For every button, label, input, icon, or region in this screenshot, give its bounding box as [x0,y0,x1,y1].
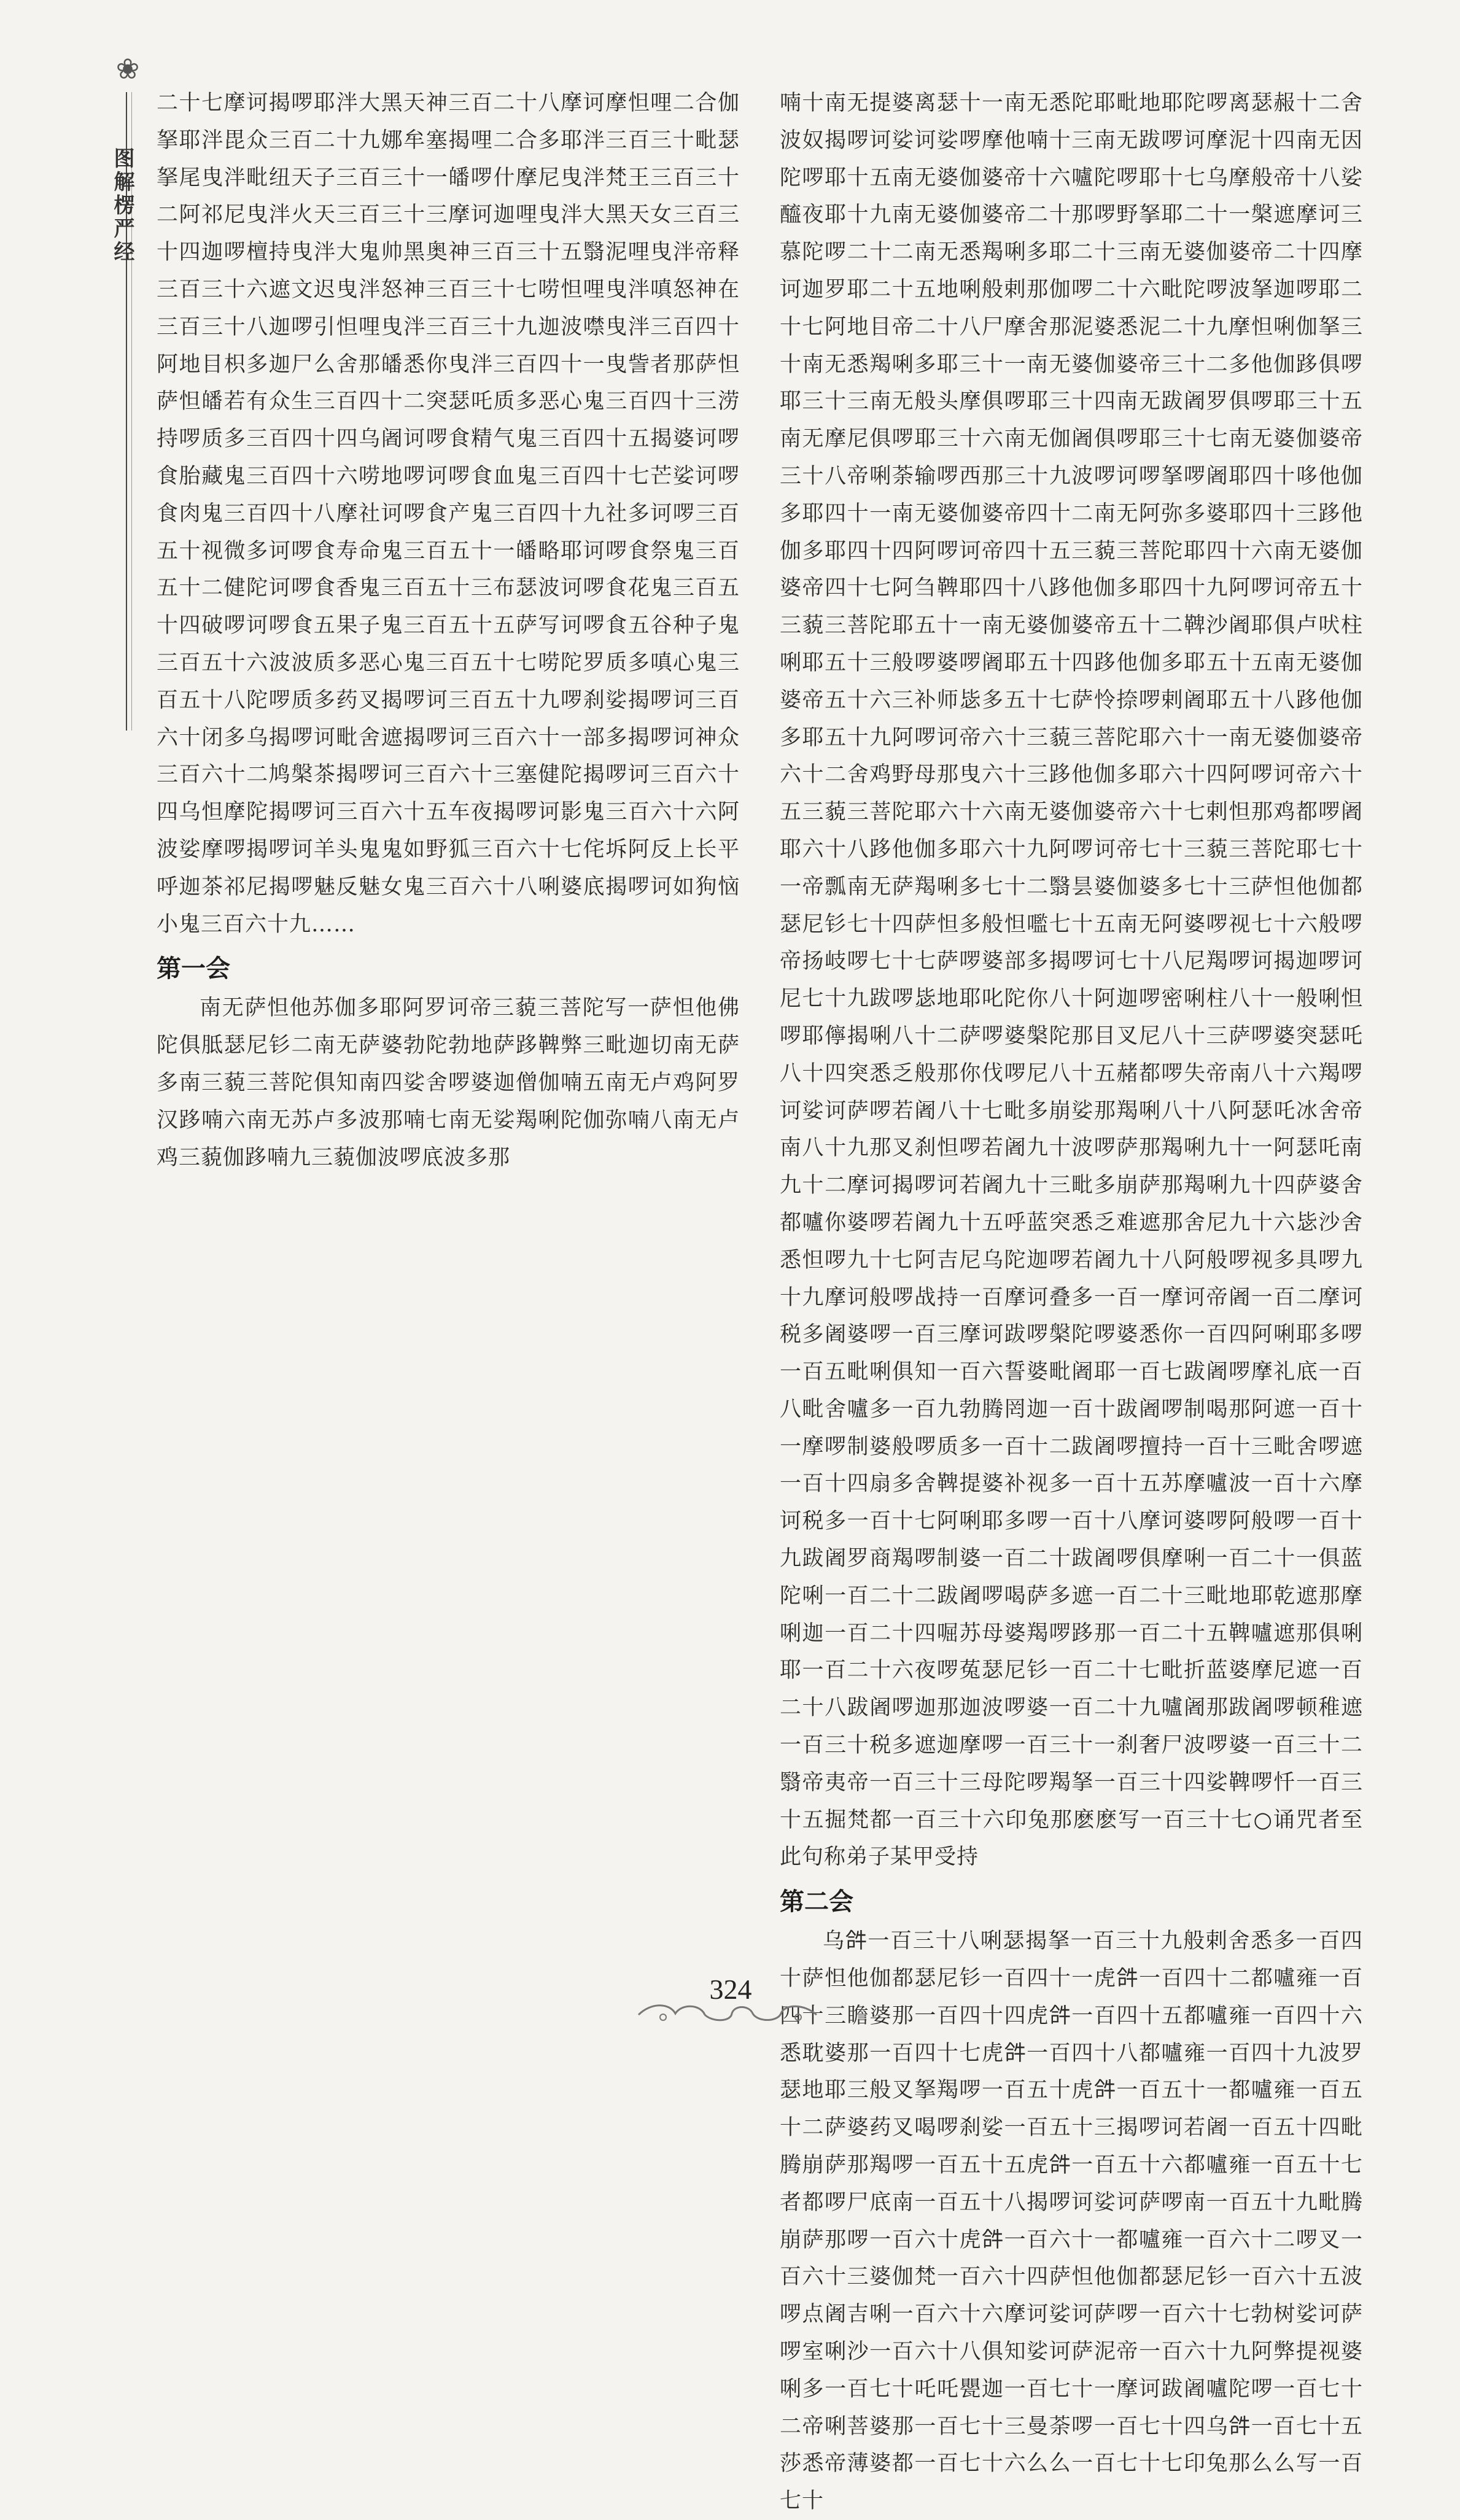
page-number: 324 [709,1974,752,2005]
left-text-column [157,85,740,1957]
left-paragraph: 二十七摩诃揭啰耶泮大黑天神三百二十八摩诃摩怛哩二合伽拏耶泮毘众三百二十九娜牟塞揭哩二合多耶泮三百三十毗瑟拏尾曳泮毗纽天子三百三十一皤啰什摩尼曳泮梵王三百三十二阿祁尼曳泮火天三百三十三摩诃迦哩曳泮大黑天女三百三十四迦啰檀持曳泮大鬼帅黑奥神三百三十五翳泥哩曳泮帝释三百三十六遮文迟曳泮怒神三百三十七唠怛哩曳泮嗔怒神在三百三十八迦啰引怛哩曳泮三百三十九迦波噤曳泮三百四十阿地目枳多迦尸么舍那皤悉你曳泮三百四十一曳訾者那萨怛萨怛皤若有众生三百四十二突瑟吒质多恶心鬼三百四十三涝持啰质多三百四十四乌阇诃啰食精气鬼三百四十五揭婆诃啰食胎藏鬼三百四十六唠地啰诃啰食血鬼三百四十七芒娑诃啰食肉鬼三百四十八摩社诃啰食产鬼三百四十九社多诃啰三百五十视微多诃啰食寿命鬼三百五十一皤略耶诃啰食祭鬼三百五十二健陀诃啰食香鬼三百五十三布瑟波诃啰食花鬼三百五十四破啰诃啰食五果子鬼三百五十五萨写诃啰食五谷种子鬼三百五十六波波质多恶心鬼三百五十七唠陀罗质多嗔心鬼三百五十八陀啰质多药叉揭啰诃三百五十九啰刹娑揭啰诃三百六十闭多乌揭啰诃毗舍遮揭啰诃三百六十一部多揭啰诃神众三百六十二鸠槃茶揭啰诃三百六十三塞健陀揭啰诃三百六十四乌怛摩陀揭啰诃三百六十五车夜揭啰诃影鬼三百六十六阿波娑摩啰揭啰诃羊头鬼鬼如野狐三百六十七侘坼阿反上长平呼迦茶祁尼揭啰魅反魅女鬼三百六十八唎婆底揭啰诃如狗恼小鬼三百六十九…… [157,91,740,937]
right-paragraph: 喃十南无提婆离瑟十一南无悉陀耶毗地耶陀啰离瑟赧十二舍波奴揭啰诃娑诃娑啰摩他喃十三南无跋啰诃摩泥十四南无因陀啰耶十五南无婆伽婆帝十六嚧陀啰耶十七乌摩般帝十八娑醯夜耶十九南无婆伽婆帝二十那啰野拏耶二十一槃遮摩诃三慕陀啰二十二南无悉羯唎多耶二十三南无婆伽婆帝二十四摩诃迦罗耶二十五地唎般剌那伽啰二十六毗陀啰波拏迦啰耶二十七阿地目帝二十八尸摩舍那泥婆悉泥二十九摩怛唎伽拏三十南无悉羯唎多耶三十一南无婆伽婆帝三十二多他伽跢俱啰耶三十三南无般头摩俱啰耶三十四南无跋阇罗俱啰耶三十五南无摩尼俱啰耶三十六南无伽阇俱啰耶三十七南无婆伽婆帝三十八帝唎荼输啰西那三十九波啰诃啰拏啰阇耶四十哆他伽多耶四十一南无婆伽婆帝四十二南无阿弥多婆耶四十三跢他伽多耶四十四阿啰诃帝四十五三藐三菩陀耶四十六南无婆伽婆帝四十七阿刍鞞耶四十八跢他伽多耶四十九阿啰诃帝五十三藐三菩陀耶五十一南无婆伽婆帝五十二鞞沙阇耶俱卢吠柱唎耶五十三般啰婆啰阇耶五十四跢他伽多耶五十五南无婆伽婆帝五十六三补师毖多五十七萨怜捺啰剌阇耶五十八跢他伽多耶五十九阿啰诃帝六十三藐三菩陀耶六十一南无婆伽婆帝六十二舍鸡野母那曳六十三跢他伽多耶六十四阿啰诃帝六十五三藐三菩陀耶六十六南无婆伽婆帝六十七剌怛那鸡都啰阇耶六十八跢他伽多耶六十九阿啰诃帝七十三藐三菩陀耶七十一帝瓢南无萨羯唎多七十二翳昙婆伽婆多七十三萨怛他伽都瑟尼钐七十四萨怛多般怛嚂七十五南无阿婆啰视七十六般啰帝扬岐啰七十七萨啰婆部多揭啰诃七十八尼羯啰诃揭迦啰诃尼七十九跋啰毖地耶叱陀你八十阿迦啰密唎柱八十一般唎怛啰耶儜揭唎八十二萨啰婆槃陀那目叉尼八十三萨啰婆突瑟吒八十四突悉乏般那你伐啰尼八十五赭都啰失帝南八十六羯啰诃娑诃萨啰若阇八十七毗多崩娑那羯唎八十八阿瑟吒冰舍帝南八十九那叉刹怛啰若阇九十波啰萨那羯唎九十一阿瑟吒南九十二摩诃揭啰诃若阇九十三毗多崩萨那羯唎九十四萨婆舍都嚧你婆啰若阇九十五呼蓝突悉乏难遮那舍尼九十六毖沙舍悉怛啰九十七阿吉尼乌陀迦啰若阇九十八阿般啰视多具啰九十九摩诃般啰战持一百摩诃叠多一百一摩诃帝阇一百二摩诃税多阇婆啰一百三摩诃跋啰槃陀啰婆悉你一百四阿唎耶多啰一百五毗唎俱知一百六誓婆毗阇耶一百七跋阇啰摩礼底一百八毗舍嚧多一百九勃腾罔迦一百十跋阇啰制喝那阿遮一百十一摩啰制婆般啰质多一百十二跋阇啰擅持一百十三毗舍啰遮一百十四扇多舍鞞提婆补视多一百十五苏摩嚧波一百十六摩诃税多一百十七阿唎耶多啰一百十八摩诃婆啰阿般啰一百十九跋阇罗商羯啰制婆一百二十跋阇啰俱摩唎一百二十一俱蓝陀唎一百二十二跋阇啰喝萨多遮一百二十三毗地耶乾遮那摩唎迦一百二十四啒苏母婆羯啰跢那一百二十五鞞嚧遮那俱唎耶一百二十六夜啰菟瑟尼钐一百二十七毗折蓝婆摩尼遮一百二十八跋阇啰迦那迦波啰婆一百二十九嚧阇那跋阇啰顿稚遮一百三十税多遮迦摩啰一百三十一刹奢尸波啰婆一百三十二翳帝夷帝一百三十三母陀啰羯拏一百三十四娑鞞啰忏一百三十五掘梵都一百三十六印兔那麽麽写一百三十七○诵咒者至此句称弟子某甲受持 [780,91,1363,1870]
section-heading-first-assembly: 第一会 [157,955,230,983]
section-heading-second-assembly: 第二会 [780,1888,853,1917]
right-text-column [780,85,1363,2514]
page-footer [626,1972,835,2033]
cloud-ornament-icon [626,1990,835,2027]
lotus-ornament-icon: ❀ [115,52,140,85]
left-section-paragraph: 南无萨怛他苏伽多耶阿罗诃帝三藐三菩陀写一萨怛他佛陀俱胝瑟尼钐二南无萨婆勃陀勃地萨跢鞞弊三毗迦切南无萨多南三藐三菩陀俱知南四娑舍啰婆迦僧伽喃五南无卢鸡阿罗汉跢喃六南无苏卢多波那喃七南无娑羯唎陀伽弥喃八南无卢鸡三藐伽跢喃九三藐伽波啰底波多那 [157,996,740,1170]
book-title-side-label: 图解楞严经 [110,147,134,264]
right-section-paragraph: 乌𤙖一百三十八唎瑟揭拏一百三十九般剌舍悉多一百四十萨怛他伽都瑟尼钐一百四十一虎𤙖一百四十二都嚧雍一百四十三瞻婆那一百四十四虎𤙖一百四十五都嚧雍一百四十六悉耽婆那一百四十七虎𤙖一百四十八都嚧雍一百四十九波罗瑟地耶三般叉拏羯啰一百五十虎𤙖一百五十一都嚧雍一百五十二萨婆药叉喝啰刹娑一百五十三揭啰诃若阇一百五十四毗腾崩萨那羯啰一百五十五虎𤙖一百五十六都嚧雍一百五十七者都啰尸底南一百五十八揭啰诃娑诃萨啰南一百五十九毗腾崩萨那啰一百六十虎𤙖一百六十一都嚧雍一百六十二啰叉一百六十三婆伽梵一百六十四萨怛他伽都瑟尼钐一百六十五波啰点阇吉唎一百六十六摩诃娑诃萨啰一百六十七勃树娑诃萨啰室唎沙一百六十八俱知娑诃萨泥帝一百六十九阿弊提视婆唎多一百七十吒吒甖迦一百七十一摩诃跋阇嚧陀啰一百七十二帝唎菩婆那一百七十三曼荼啰一百七十四乌𤙖一百七十五莎悉帝薄婆都一百七十六么么一百七十七印兔那么么写一百七十 [780,1929,1363,2514]
